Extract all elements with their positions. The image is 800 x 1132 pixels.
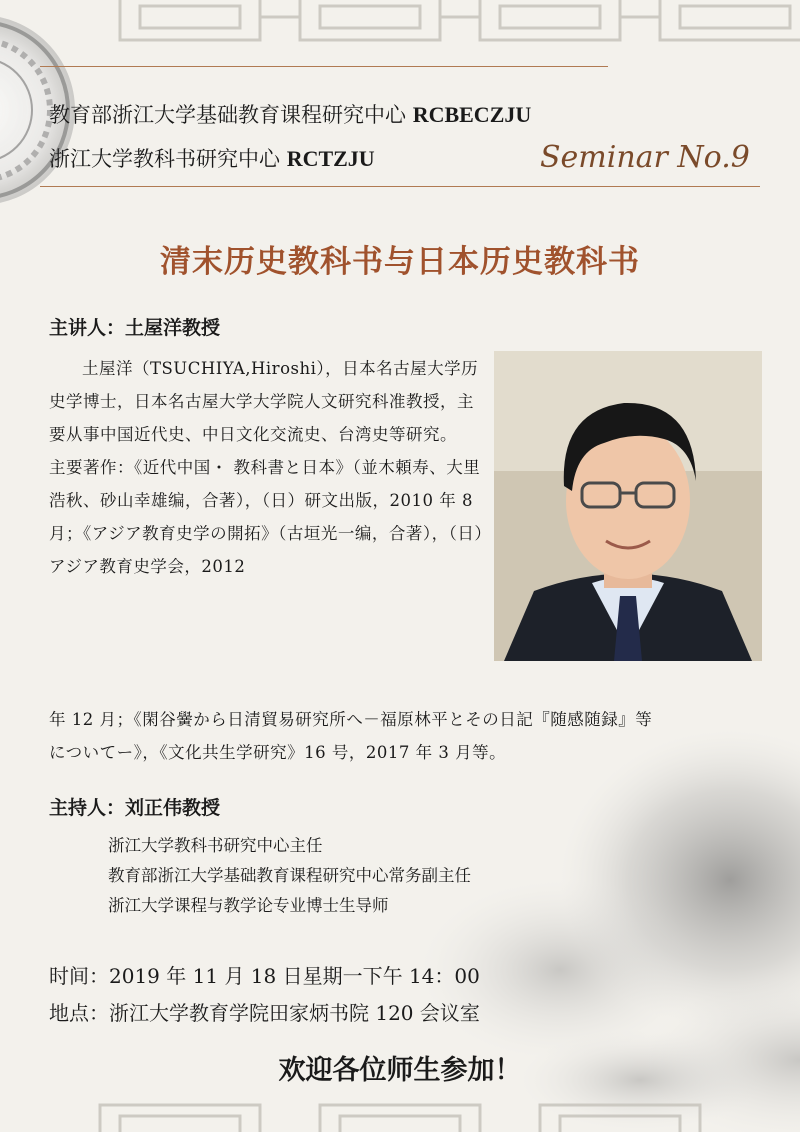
seminar-label: Seminar No.9 [540,140,750,175]
event-place-label: 地点： [49,1001,109,1025]
speaker-works-line-1: 年 12 月；《閑谷黌から日清貿易研究所へ－福原林平とその日記『随感随録』等 [49,710,653,729]
speaker-heading-label: 主讲人： [49,317,126,339]
event-place [49,996,480,1030]
org-abbr-1: RCBECZJU [412,102,532,127]
speaker-portrait-illustration [494,351,762,661]
speaker-works-rest [49,703,769,769]
speaker-name: 土屋洋教授 [125,317,221,339]
event-time-label: 时间： [49,964,109,988]
host-heading-label: 主持人： [49,797,126,819]
org-line-1 [49,102,531,128]
host-role-item: 浙江大学教科书研究中心主任 [108,836,323,855]
page-title: 清末历史教科书与日本历史教科书 [160,244,640,280]
host-name: 刘正伟教授 [125,797,221,819]
header-bottom-rule [40,186,760,187]
speaker-bio-block [49,352,486,583]
org-line-2 [49,146,375,172]
speaker-heading [49,313,220,340]
host-role-item: 浙江大学课程与教学论专业博士生导师 [108,896,389,915]
org-name-2: 浙江大学教科书研究中心 [49,147,280,171]
welcome-message: 欢迎各位师生参加！ [278,1055,522,1086]
speaker-works-line-2: についてー》，《文化共生学研究》16 号，2017 年 3 月等。 [49,743,507,762]
event-time-value: 2019 年 11 月 18 日星期一下午 14：00 [109,964,480,988]
top-rule [40,66,608,67]
speaker-bio: 土屋洋（TSUCHIYA,Hiroshi），日本名古屋大学历史学博士，日本名古屋大学大学院人文研究科准教授，主要从事中国近代史、中日文化交流史、台湾史等研究。 [49,359,479,444]
speaker-photo [494,351,762,661]
top-lattice-pattern [120,0,800,40]
host-heading [49,793,220,820]
event-place-value: 浙江大学教育学院田家炳书院 120 会议室 [109,1001,480,1025]
org-name-1: 教育部浙江大学基础教育课程研究中心 [49,103,406,127]
org-abbr-2: RCTZJU [286,146,375,171]
speaker-works-intro: 主要著作：《近代中国・ 教科書と日本》（並木頼寿、大里浩秋、砂山幸雄编，合著），（日）研文出版，2010 年 8 月；《アジア教育史学の開拓》（古垣光一编，合著），（日）アジア教育史学会，2012 [49,458,484,576]
host-roles-list [108,831,471,921]
host-role-item: 教育部浙江大学基础教育课程研究中心常务副主任 [108,866,471,885]
event-time [49,959,480,993]
